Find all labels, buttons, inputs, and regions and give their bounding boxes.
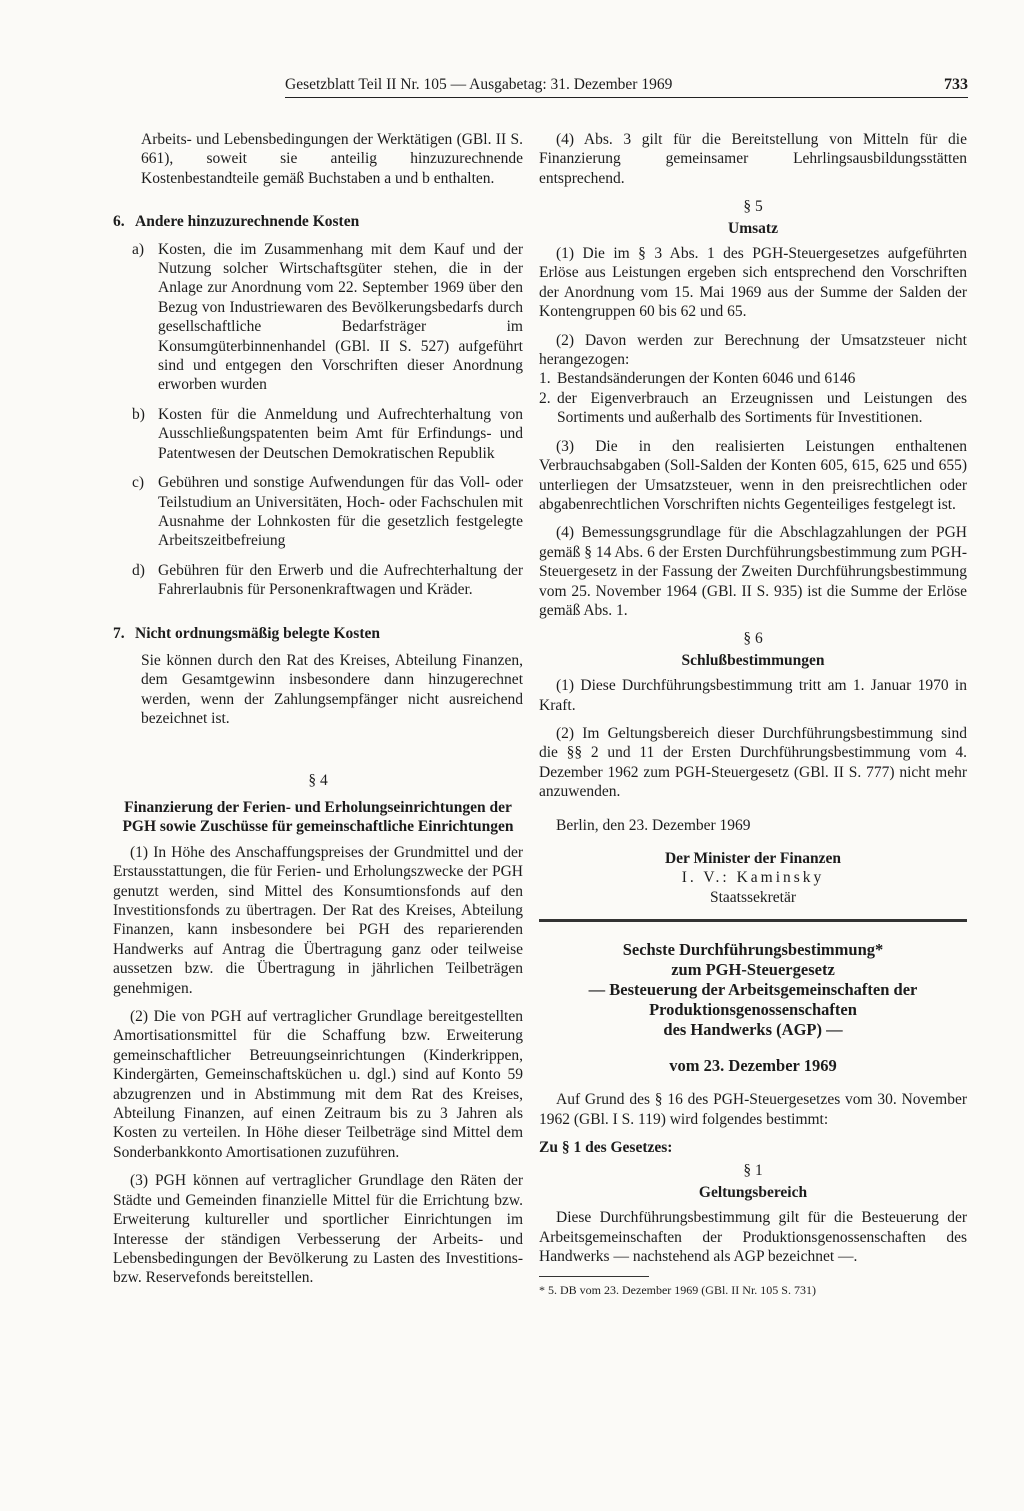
intro-paragraph: Arbeits- und Lebensbedingungen der Werktätigen (GBl. II S. 661), soweit sie anteilig hinzuzurechnende Kostenbestandteile gemäß Buchstaben a und b enthalten.: [141, 131, 523, 187]
footnote-divider: [539, 1276, 649, 1277]
item-7-text: Sie können durch den Rat des Kreises, Abteilung Finanzen, dem Gesamtgewinn insbesondere dann hinzugerechnet werden, wenn der Zahlungsempfänger nicht ausreichend bezeichnet ist.: [141, 651, 523, 728]
item-6-number: 6.: [113, 213, 125, 231]
decree-title-line-4: Produktionsgenossenschaften: [649, 1000, 857, 1020]
section-5-paragraph-1: (1) Die im § 3 Abs. 1 des PGH-Steuergesetzes aufgeführten Erlöse aus Leistungen ergeben sich entsprechend den Vorschriften der Anordnung vom 15. Mai 1969 aus der Summe der Salden der Kontengruppen 60 bis 62 und 65.: [539, 245, 967, 321]
signature-role: Staatssekretär: [709, 888, 797, 906]
item-6-title: Andere hinzuzurechnende Kosten: [135, 213, 360, 231]
section-6-paragraph-2: (2) Im Geltungsbereich dieser Durchführungsbestimmung sind die §§ 2 und 11 der Ersten Durchführungsbestimmung vom 4. Dezember 1962 zum PGH-Steuergesetz (GBl. II S. 777) nicht mehr anzuwenden.: [539, 724, 967, 801]
section-6-paragraph-1: (1) Diese Durchführungsbestimmung tritt am 1. Januar 1970 in Kraft.: [539, 677, 967, 714]
section-4-title: Finanzierung der Ferien- und Erholungseinrichtungen der PGH sowie Zuschüsse für gemeinschaftliche Einrichtungen: [122, 798, 514, 836]
signature-place-date: Berlin, den 23. Dezember 1969: [556, 816, 751, 834]
section-5-paragraph-4: (4) Bemessungsgrundlage für die Abschlagzahlungen der PGH gemäß § 14 Abs. 6 der Ersten Durchführungsbestimmung zum PGH-Steuergesetz in der Fassung der Zweiten Durchführungsbestimmung vom 25. November 1964 (GBl. II S. 935) ist die Summe der Erlöse gemäß Abs. 1.: [539, 524, 967, 619]
section-6-title: Schlußbestimmungen: [681, 651, 825, 669]
section-5-paragraph-2: (2) Davon werden zur Berechnung der Umsatzsteuer nicht herangezogen:: [539, 331, 967, 369]
item-6c-text: Gebühren und sonstige Aufwendungen für das Voll- oder Teilstudium an Universitäten, Hoch- oder Fachschulen mit Ausnahme der Lohnkosten für die gesetzlich festgelegte Arbeitszeitbefreiung: [158, 474, 523, 550]
left-column: [113, 130, 523, 1297]
page-header: [285, 76, 968, 98]
item-6a: [132, 240, 523, 395]
section-4-paragraph-1: (1) In Höhe des Anschaffungspreises der Grundmittel und der Erstausstattungen, die für Ferien- und Erholungszwecke der PGH genutzt werden, sind Mittel des Konsumtionsfonds auf den Investitionsfonds zu übertragen. Der Rat des Kreises, Abteilung Finanzen, kann insbesondere bei PGH des reparierenden Handwerks auf Antrag die Übertragung ganz oder teilweise aussetzen bzw. die Übertragung in jährlichen Teilbeträgen genehmigen.: [113, 843, 523, 997]
footnote: * 5. DB vom 23. Dezember 1969 (GBl. II Nr. 105 S. 731): [539, 1283, 816, 1298]
decree-title-line-3: — Besteuerung der Arbeitsgemeinschaften der: [588, 980, 918, 1000]
section-5-list-item-1: [539, 369, 967, 388]
section-5-label: § 5: [743, 198, 763, 216]
decree-title-line-1: Sechste Durchführungsbestimmung*: [622, 940, 884, 960]
list-item-2-text: der Eigenverbrauch an Erzeugnissen und Leistungen des Sortiments und außerhalb des Sortiments für Investitionen.: [557, 389, 967, 427]
section-4-paragraph-2: (2) Die von PGH auf vertraglicher Grundlage bereitgestellten Amortisationsmittel für die Schaffung bzw. Erweiterung gemeinschaftlicher Betreuungseinrichtungen (Kinderkrippen, Kindergärten, Gemeinschaftsküchen u. dgl.) sind auf Konto 59 abzugrenzen und in Abstimmung mit dem Rat des Kreises, Abteilung Finanzen, auf einen Zeitraum bis zu 3 Jahren als Kosten zu verteilen. In Höhe dieser Teilbeträge sind Mittel dem Sonderbankkonto Amortisationen zuzuführen.: [113, 1008, 523, 1161]
decree-title-line-5: des Handwerks (AGP) —: [663, 1020, 843, 1040]
decree-section-1-label: § 1: [743, 1162, 763, 1180]
section-5-title: Umsatz: [728, 219, 778, 237]
item-7-title: Nicht ordnungsmäßig belegte Kosten: [135, 624, 380, 642]
item-7-number: 7.: [113, 624, 125, 642]
page-number: 733: [944, 76, 968, 93]
decree-section-1-title: Geltungsbereich: [698, 1183, 808, 1201]
section-5-list-item-2: [539, 389, 967, 428]
decree-divider: [539, 919, 967, 922]
list-item-1-label: 1.: [539, 370, 551, 388]
signature-office: Der Minister der Finanzen: [664, 850, 842, 867]
item-6b-text: Kosten für die Anmeldung und Aufrechterhaltung von Ausschließungspatenten beim Amt für Erfindungs- und Patentwesen der Deutschen Demokratischen Republik: [158, 405, 523, 462]
decree-zu-heading: Zu § 1 des Gesetzes:: [539, 1139, 673, 1157]
decree-preamble: Auf Grund des § 16 des PGH-Steuergesetzes vom 30. November 1962 (GBl. I S. 119) wird folgendes bestimmt:: [539, 1091, 967, 1128]
right-column: [539, 130, 967, 1301]
item-6d-label: d): [132, 561, 145, 579]
section-4-paragraph-4: (4) Abs. 3 gilt für die Bereitstellung von Mitteln für die Finanzierung gemeinsamer Lehrlingsausbildungsstätten entsprechend.: [539, 131, 967, 187]
signature-name: I. V.: Kaminsky: [681, 869, 825, 887]
header-title: Gesetzblatt Teil II Nr. 105 — Ausgabetag: 31. Dezember 1969: [285, 76, 673, 93]
item-6b-label: b): [132, 405, 145, 423]
section-4-label: § 4: [308, 771, 328, 789]
decree-title-line-2: zum PGH-Steuergesetz: [671, 960, 835, 980]
item-6b: [132, 405, 523, 463]
list-item-2-label: 2.: [539, 389, 551, 407]
item-6-heading: [113, 212, 523, 231]
section-5-paragraph-3: (3) Die in den realisierten Leistungen enthaltenen Verbrauchsabgaben (Soll-Salden der Konten 605, 615, 625 und 655) unterliegen der Umsatzsteuer, wenn in den preisrechtlichen oder abgabenrechtlichen Vorschriften nichts Gegenteiliges festgelegt ist.: [539, 437, 967, 513]
item-6d-text: Gebühren für den Erwerb und die Aufrechterhaltung der Fahrerlaubnis für Personenkraftwagen und Kräder.: [158, 561, 523, 599]
section-6-label: § 6: [743, 630, 763, 648]
decree-date: vom 23. Dezember 1969: [669, 1056, 837, 1076]
decree-section-1-text: Diese Durchführungsbestimmung gilt für die Besteuerung der Arbeitsgemeinschaften der Produktionsgenossenschaften des Handwerks — nachstehend als AGP bezeichnet —.: [539, 1209, 967, 1266]
item-6c-label: c): [132, 474, 145, 492]
item-7-heading: [113, 624, 523, 643]
item-6c: [132, 473, 523, 551]
list-item-1-text: Bestandsänderungen der Konten 6046 und 6146: [557, 370, 856, 388]
item-6a-text: Kosten, die im Zusammenhang mit dem Kauf und der Nutzung solcher Wirtschaftsgüter stehen, die in der Anlage zur Anordnung vom 22. September 1969 über den Bezug von Industriewaren des Bevölkerungsbedarfs durch gesellschaftliche Bedarfsträger im Konsumgüterbinnenhandel (GBl. II S. 527) aufgeführt sind und entgegen den Vorschriften dieser Anordnung erworben wurden: [158, 240, 523, 394]
section-4-paragraph-3: (3) PGH können auf vertraglicher Grundlage den Räten der Städte und Gemeinden finanzielle Mittel für die Errichtung bzw. Erweiterung kultureller und sportlicher Einrichtungen im Interesse der ständigen Verbesserung der Arbeits- und Lebensbedingungen der Bevölkerung zu Lasten des Investitions- bzw. Reservefonds bereitstellen.: [113, 1172, 523, 1287]
item-6d: [132, 561, 523, 600]
item-6a-label: a): [132, 240, 145, 258]
